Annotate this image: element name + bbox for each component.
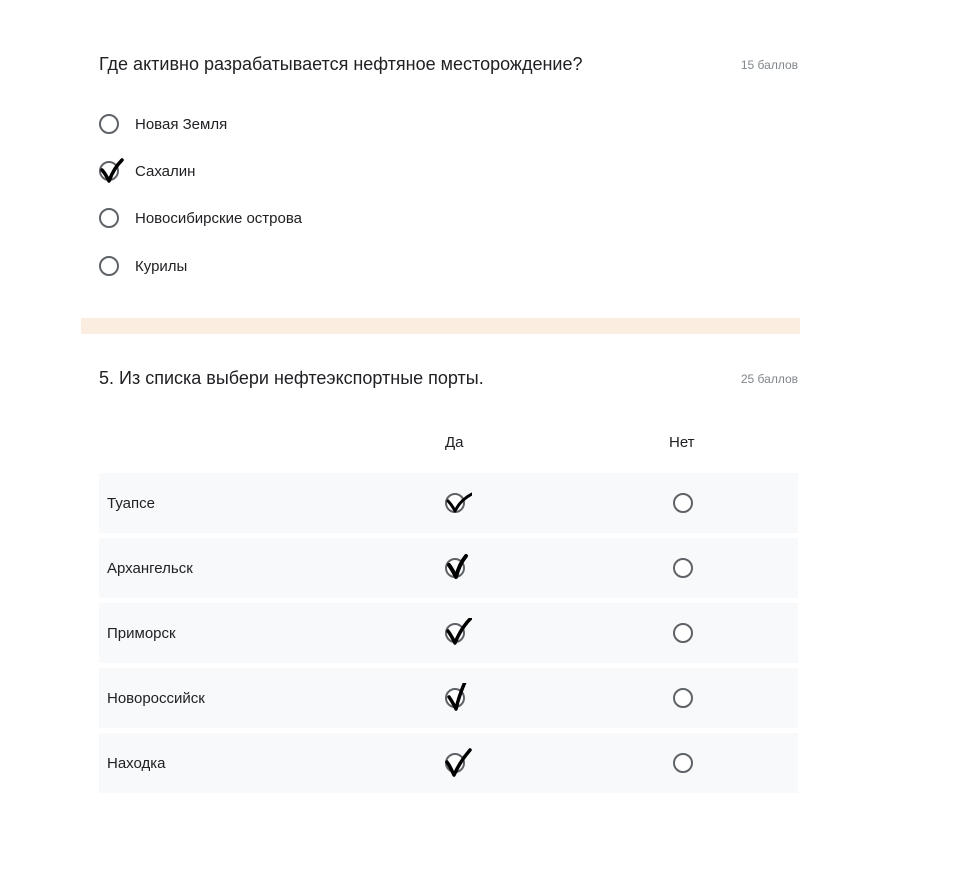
- radio-button[interactable]: [673, 753, 693, 773]
- option-sakhalin[interactable]: [99, 158, 195, 184]
- radio-button[interactable]: [445, 688, 465, 708]
- radio-button[interactable]: [99, 208, 119, 228]
- row-label: Архангельск: [107, 559, 193, 577]
- grid-row-nakhodka: [99, 733, 798, 793]
- radio-button[interactable]: [99, 256, 119, 276]
- radio-button[interactable]: [673, 623, 693, 643]
- option-label: Курилы: [135, 257, 188, 275]
- grid-radio-no[interactable]: [673, 558, 693, 578]
- row-label: Новороссийск: [107, 689, 205, 707]
- grid-radio-yes[interactable]: [445, 623, 465, 643]
- handwritten-check-icon: [444, 748, 472, 778]
- radio-button[interactable]: [445, 493, 465, 513]
- question-points: 25 баллов: [740, 372, 798, 386]
- grid-radio-yes[interactable]: [445, 753, 465, 773]
- column-header-no: Нет: [669, 434, 695, 451]
- grid-row-novorossiysk: [99, 668, 798, 728]
- section-divider: [81, 318, 800, 334]
- grid-radio-no[interactable]: [673, 623, 693, 643]
- column-header-yes: Да: [445, 434, 464, 451]
- radio-button[interactable]: [445, 753, 465, 773]
- question-points: 15 баллов: [740, 58, 798, 72]
- radio-button[interactable]: [673, 558, 693, 578]
- grid-row-tuapse: [99, 473, 798, 533]
- radio-button[interactable]: [445, 558, 465, 578]
- grid-row-arkhangelsk: [99, 538, 798, 598]
- question-title: Где активно разрабатывается нефтяное месторождение?: [99, 54, 583, 74]
- option-label: Новая Земля: [135, 115, 228, 133]
- radio-button[interactable]: [99, 114, 119, 134]
- grid-radio-no[interactable]: [673, 493, 693, 513]
- option-novosibirsk-islands[interactable]: [99, 205, 302, 231]
- handwritten-check-icon: [444, 553, 472, 583]
- grid-radio-yes[interactable]: [445, 558, 465, 578]
- handwritten-check-icon: [98, 156, 126, 186]
- row-label: Приморск: [107, 624, 176, 642]
- option-label: Новосибирские острова: [135, 209, 302, 227]
- grid-radio-yes[interactable]: [445, 493, 465, 513]
- grid-radio-no[interactable]: [673, 688, 693, 708]
- radio-button[interactable]: [99, 161, 119, 181]
- grid-radio-yes[interactable]: [445, 688, 465, 708]
- option-novaya-zemlya[interactable]: [99, 111, 227, 137]
- radio-button[interactable]: [673, 493, 693, 513]
- row-label: Находка: [107, 754, 166, 772]
- option-label: Сахалин: [135, 162, 196, 180]
- question-title: 5. Из списка выбери нефтеэкспортные порты.: [99, 368, 484, 388]
- radio-button[interactable]: [673, 688, 693, 708]
- handwritten-check-icon: [444, 618, 472, 648]
- radio-button[interactable]: [445, 623, 465, 643]
- grid-row-primorsk: [99, 603, 798, 663]
- row-label: Туапсе: [107, 494, 155, 512]
- grid-radio-no[interactable]: [673, 753, 693, 773]
- handwritten-check-icon: [444, 488, 472, 518]
- handwritten-check-icon: [444, 683, 472, 713]
- option-kurily[interactable]: [99, 253, 187, 279]
